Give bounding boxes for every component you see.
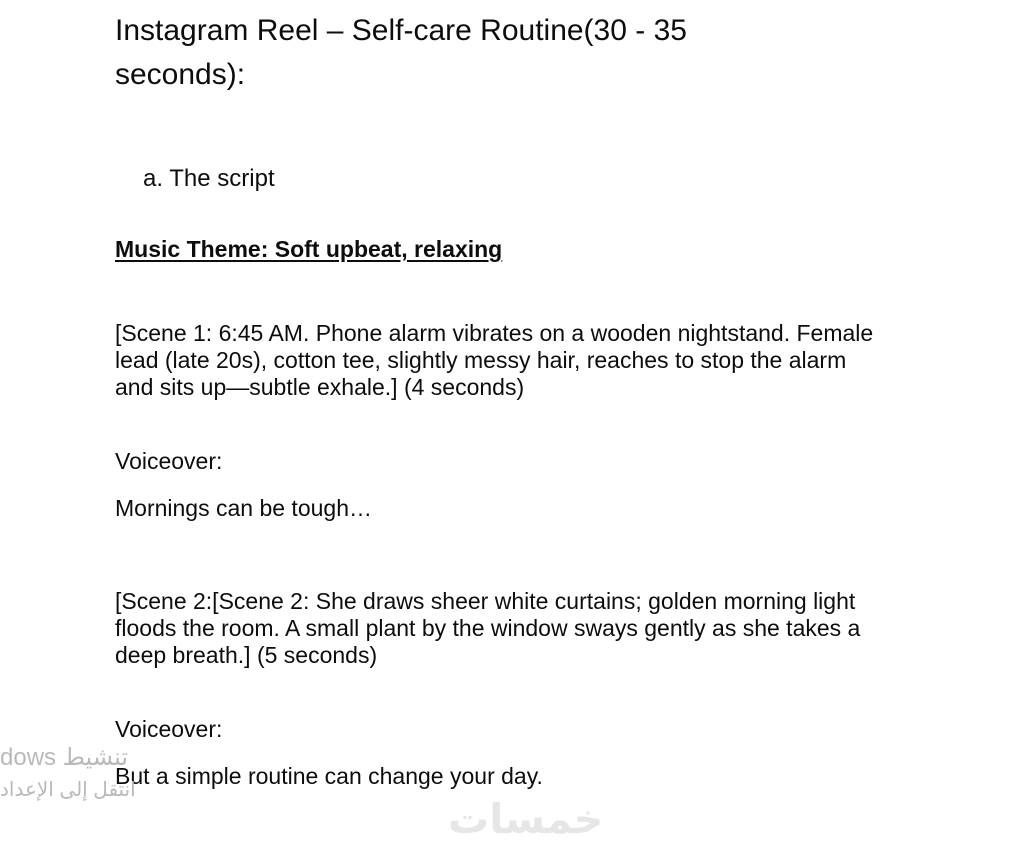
scene-1-line-1: [Scene 1: 6:45 AM. Phone alarm vibrates on a wooden nightstand. Female — [115, 320, 874, 346]
voiceover-1-text: Mornings can be tough… — [115, 495, 372, 521]
scene-2-line-2: floods the room. A small plant by the window sways gently as she takes a — [115, 615, 861, 641]
voiceover-2-text: But a simple routine can change your day. — [115, 763, 543, 789]
document-title-line-2: seconds): — [115, 58, 246, 91]
scene-2-paragraph — [115, 588, 860, 669]
activate-windows-watermark-line: dows تنشيط — [0, 744, 129, 771]
music-theme-heading: Music Theme: Soft upbeat, relaxing — [115, 236, 503, 262]
document-title-line-1: Instagram Reel – Self-care Routine(30 - 35 — [115, 14, 687, 47]
scene-1-paragraph — [115, 320, 873, 401]
scene-2-line-3: deep breath.] (5 seconds) — [115, 642, 378, 668]
scene-2-line-1: [Scene 2:[Scene 2: She draws sheer white curtains; golden morning light — [115, 588, 856, 614]
voiceover-2-label: Voiceover: — [115, 716, 223, 742]
script-list-heading: a. The script — [143, 165, 275, 192]
scene-1-line-3: and sits up—subtle exhale.] (4 seconds) — [115, 374, 525, 400]
khamsat-logo-watermark: خمسات — [448, 796, 604, 842]
document-title — [115, 9, 687, 97]
scene-1-line-2: lead (late 20s), cotton tee, slightly messy hair, reaches to stop the alarm — [115, 347, 847, 373]
voiceover-1-label: Voiceover: — [115, 448, 223, 474]
go-to-settings-watermark-line: انتقل إلى الإعداد — [0, 779, 136, 801]
windows-activation-watermark — [0, 743, 136, 804]
